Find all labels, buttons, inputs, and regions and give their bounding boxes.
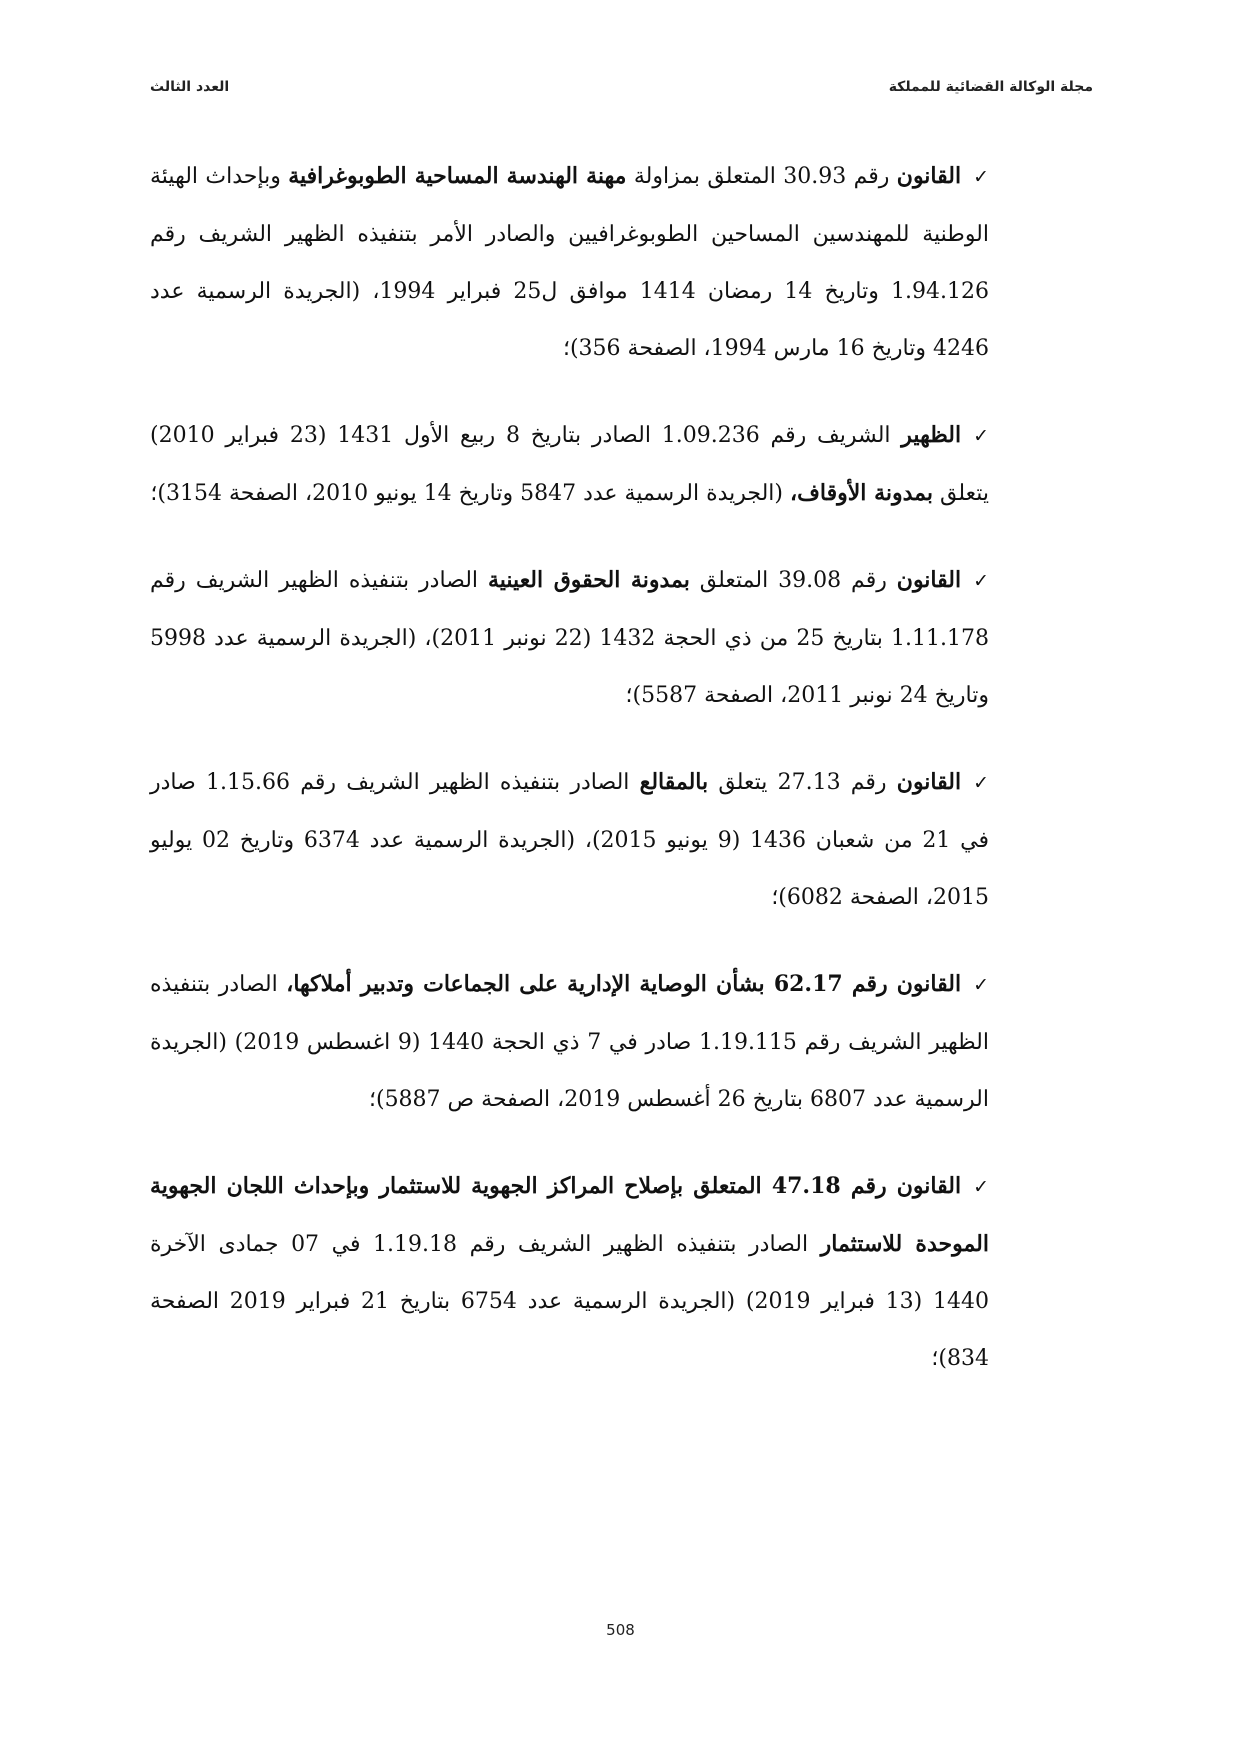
item-text: رقم 30.93 المتعلق بمزاولة: [626, 164, 897, 189]
checkmark-icon: ✓: [973, 425, 989, 447]
journal-title: مجلة الوكالة القضائية للمملكة: [888, 79, 1093, 95]
checkmark-icon: ✓: [973, 772, 989, 794]
list-item: [150, 407, 989, 522]
checkmark-icon: ✓: [973, 166, 989, 188]
item-text: الشريف رقم 1.09.236 الصادر بتاريخ 8 ربيع الأول 1431 (23 فبراير 2010) يتعلق: [150, 423, 989, 506]
item-text: رقم 27.13 يتعلق: [708, 770, 897, 795]
item-bold-text: القانون: [896, 567, 962, 593]
item-bold-text: بمدونة الحقوق العينية: [487, 567, 690, 593]
page-number: 508: [606, 1621, 635, 1639]
item-bold-text: الظهير: [901, 422, 962, 448]
checkmark-icon: ✓: [973, 570, 989, 592]
item-text: (الجريدة الرسمية عدد 5847 وتاريخ 14 يونيو 2010، الصفحة 3154)؛: [150, 481, 790, 506]
page-header: [150, 74, 1093, 100]
item-text: رقم 39.08 المتعلق: [689, 568, 897, 593]
item-bold-text: القانون: [896, 163, 962, 189]
item-bold-text: القانون رقم 62.17 بشأن الوصاية الإدارية على الجماعات وتدبير أملاكها،: [286, 971, 962, 997]
item-bold-text: مهنة الهندسة المساحية الطوبوغرافية: [288, 163, 627, 189]
list-item: [150, 1158, 989, 1387]
item-text: الصادر بتنفيذه الظهير الشريف رقم 1.19.115 صادر في 7 ذي الحجة 1440 (9 اغسطس 2019) (الجريدة الرسمية عدد 6807 بتاريخ 26 أغسطس 2019، الصفحة ص 5887)؛: [150, 972, 989, 1112]
item-text: الصادر بتنفيذه الظهير الشريف رقم 1.19.18 في 07 جمادى الآخرة 1440 (13 فبراير 2019) (الجريدة الرسمية عدد 6754 بتاريخ 21 فبراير 2019 الصفحة 834)؛: [150, 1232, 989, 1371]
checkmark-icon: ✓: [973, 1176, 989, 1198]
item-bold-text: القانون: [896, 769, 962, 795]
item-bold-text: بالمقالع: [639, 769, 709, 795]
item-text: وبإحداث الهيئة الوطنية للمهندسين المساحين الطوبوغرافيين والصادر الأمر بتنفيذه الظهير الشريف رقم 1.94.126 وتاريخ 14 رمضان 1414 موافق ل25 فبراير 1994، (الجريدة الرسمية عدد 4246 وتاريخ 16 مارس 1994، الصفحة 356)؛: [150, 164, 989, 361]
item-text: الصادر بتنفيذه الظهير الشريف رقم 1.11.178 بتاريخ 25 من ذي الحجة 1432 (22 نونبر 2011)، (الجريدة الرسمية عدد 5998 وتاريخ 24 نونبر 2011، الصفحة 5587)؛: [150, 568, 989, 708]
issue-label: العدد الثالث: [150, 79, 230, 95]
list-item: [150, 552, 989, 724]
checkmark-icon: ✓: [973, 974, 989, 996]
item-bold-text: بمدونة الأوقاف،: [790, 480, 933, 506]
list-item: [150, 148, 989, 377]
item-text: الصادر بتنفيذه الظهير الشريف رقم 1.15.66 صادر في 21 من شعبان 1436 (9 يونيو 2015)، (الجريدة الرسمية عدد 6374 وتاريخ 02 يوليو 2015، الصفحة 6082)؛: [150, 770, 990, 910]
list-item: [150, 754, 989, 926]
list-item: [150, 956, 989, 1128]
legal-references-list: [150, 148, 989, 1417]
item-bold-text: القانون رقم 47.18 المتعلق بإصلاح المراكز الجهوية للاستثمار وبإحداث اللجان الجهوية الموحدة للاستثمار: [150, 1173, 990, 1257]
